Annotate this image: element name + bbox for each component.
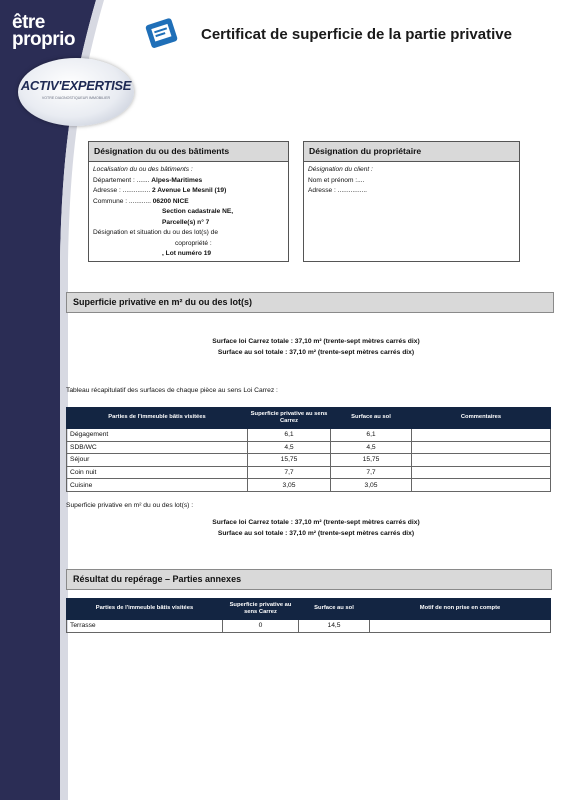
adresse-label: Adresse : ............... — [93, 187, 151, 194]
col-header-sol: Surface au sol — [331, 408, 412, 429]
table-row — [67, 441, 551, 454]
superficie-totals-2 — [66, 517, 565, 539]
annex-cell-motif — [370, 620, 551, 633]
brand-logo — [12, 14, 75, 48]
carrez-total: Surface loi Carrez totale : 37,10 m² (trente-sept mètres carrés dix) — [212, 338, 420, 345]
rooms-table — [66, 407, 551, 492]
owner-box — [303, 141, 520, 262]
cell-carrez: 15,75 — [248, 454, 331, 467]
nom-label: Nom et prénom :.... — [308, 176, 365, 184]
table-row — [67, 466, 551, 479]
table-caption: Tableau récapitulatif des surfaces de chaque pièce au sens Loi Carrez : — [66, 387, 278, 394]
annex-cell-piece: Terrasse — [67, 620, 223, 633]
table-row — [67, 479, 551, 492]
departement-label: Département : ....... — [93, 176, 150, 184]
departement-value: Alpes-Maritimes — [151, 176, 203, 184]
brand-line2: proprio — [12, 29, 75, 50]
adresse-value: 2 Avenue Le Mesnil (19) — [152, 187, 227, 194]
section-value: Section cadastrale NE, — [162, 208, 234, 215]
col-header-parties: Parties de l'immeuble bâtis visitées — [67, 408, 248, 429]
designation-label: Désignation et situation du ou des lot(s) de — [93, 229, 218, 236]
logo-main-text: ACTIV'EXPERTISE — [20, 78, 132, 93]
buildings-heading: Désignation du ou des bâtiments — [89, 142, 288, 162]
cell-comment — [412, 441, 551, 454]
cell-piece: Coin nuit — [67, 466, 248, 479]
sol-total: Surface au sol totale : 37,10 m² (trente-sept mètres carrés dix) — [217, 349, 415, 356]
cell-piece: Séjour — [67, 454, 248, 467]
cell-sol: 15,75 — [331, 454, 412, 467]
client-label: Désignation du client : — [308, 166, 373, 173]
table-row — [67, 454, 551, 467]
cell-carrez: 4,5 — [248, 441, 331, 454]
annex-cell-sol: 14,5 — [299, 620, 370, 633]
copropriete-label: copropriété : — [175, 239, 212, 247]
annex-col-header-parties: Parties de l'immeuble bâtis visitées — [67, 599, 223, 620]
annexes-table — [66, 598, 551, 633]
cell-piece: Cuisine — [67, 479, 248, 492]
col-header-carrez: Superficie privative au sens Carrez — [248, 408, 331, 429]
logo-tagline: VOTRE DIAGNOSTIQUEUR IMMOBILIER — [41, 96, 111, 100]
activ-expertise-logo — [18, 58, 134, 126]
page-title: Certificat de superficie de la partie privative — [201, 26, 512, 43]
owner-adresse-label: Adresse : ................ — [308, 187, 367, 194]
cell-comment — [412, 454, 551, 467]
cell-carrez: 3,05 — [248, 479, 331, 492]
localisation-label: Localisation du ou des bâtiments : — [93, 166, 193, 173]
lot-value: , Lot numéro 19 — [162, 250, 212, 257]
cell-comment — [412, 479, 551, 492]
annex-col-header-motif: Motif de non prise en compte — [370, 599, 551, 620]
after-table-label: Superficie privative en m² du ou des lot(s) : — [66, 502, 194, 509]
certificate-icon — [143, 14, 181, 52]
cell-sol: 4,5 — [331, 441, 412, 454]
cell-comment — [412, 429, 551, 442]
annex-cell-carrez: 0 — [223, 620, 299, 633]
col-header-commentaires: Commentaires — [412, 408, 551, 429]
carrez-total-2: Surface loi Carrez totale : 37,10 m² (trente-sept mètres carrés dix) — [212, 519, 420, 526]
commune-value: 06200 NICE — [152, 197, 189, 205]
table-row — [67, 620, 551, 633]
cell-piece: Dégagement — [67, 429, 248, 442]
annex-col-header-carrez: Superficie privative au sens Carrez — [223, 599, 299, 620]
sol-total-2: Surface au sol totale : 37,10 m² (trente-sept mètres carrés dix) — [217, 530, 415, 537]
cell-sol: 3,05 — [331, 479, 412, 492]
cell-sol: 6,1 — [331, 429, 412, 442]
commune-label: Commune : ............ — [93, 197, 151, 205]
cell-carrez: 7,7 — [248, 466, 331, 479]
cell-sol: 7,7 — [331, 466, 412, 479]
brand-line1: être — [12, 12, 45, 33]
cell-comment — [412, 466, 551, 479]
buildings-box — [88, 141, 289, 262]
cell-carrez: 6,1 — [248, 429, 331, 442]
cell-piece: SDB/WC — [67, 441, 248, 454]
superficie-totals — [66, 336, 565, 358]
annex-col-header-sol: Surface au sol — [299, 599, 370, 620]
owner-heading: Désignation du propriétaire — [304, 142, 519, 162]
table-row — [67, 429, 551, 442]
parcelle-value: Parcelle(s) n° 7 — [162, 218, 210, 226]
annexes-heading: Résultat du repérage – Parties annexes — [66, 569, 552, 590]
superficie-heading: Superficie privative en m² du ou des lot(s) — [66, 292, 554, 313]
